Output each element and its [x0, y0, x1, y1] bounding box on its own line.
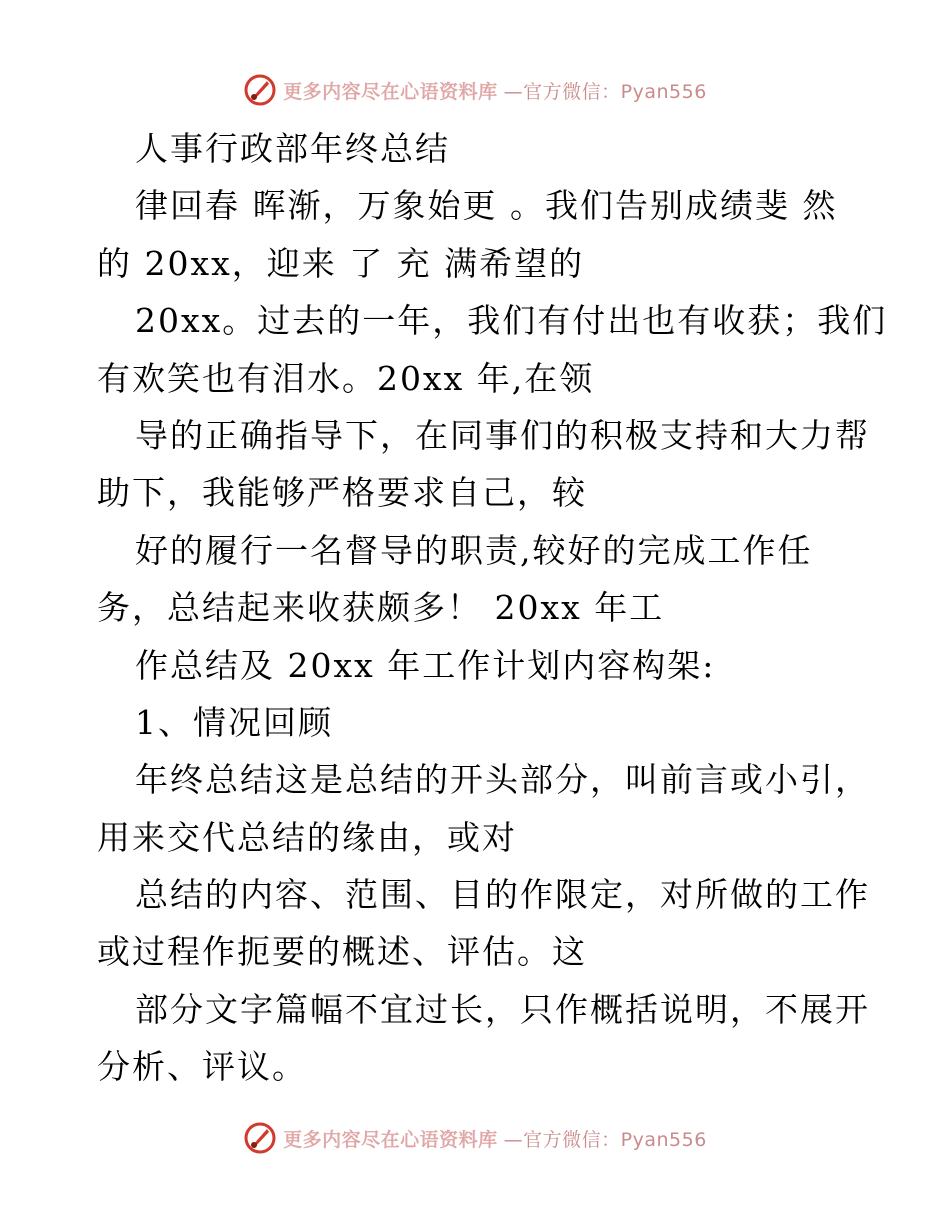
quill-logo-icon: [243, 73, 277, 107]
text-line: 或过程作扼要的概述、评估。这: [97, 932, 587, 972]
text-line: 部分文字篇幅不宜过长，只作概括说明，不展开: [135, 989, 870, 1029]
text-line: 分析、评议。: [97, 1047, 307, 1087]
text-line: 有欢笑也有泪水。20xx 年,在领: [97, 358, 595, 398]
text-line: 助下，我能够严格要求自己，较: [97, 473, 587, 513]
text-line: 用来交代总结的缘由，或对: [97, 817, 517, 857]
header-banner: [0, 70, 950, 110]
banner-wechat-text: —官方微信：Pyan556: [503, 1128, 707, 1151]
text-line: 务，总结起来收获颇多！ 20xx 年工: [97, 588, 665, 628]
text-line: 律回春 晖渐，万象始更 。我们告别成绩斐 然: [135, 186, 838, 226]
text-line: 好的履行一名督导的职责,较好的完成工作任: [135, 530, 813, 570]
quill-logo-icon: [243, 1121, 277, 1155]
text-line: 作总结及 20xx 年工作计划内容构架:: [135, 645, 716, 685]
section-heading: 1、情况回顾: [135, 702, 333, 742]
text-line: 年终总结这是总结的开头部分，叫前言或小引，: [135, 760, 870, 800]
footer-banner: [0, 1118, 950, 1158]
text-line: 总结的内容、范围、目的作限定，对所做的工作: [135, 875, 870, 915]
document-body: [97, 120, 888, 1096]
banner-wechat-text: —官方微信：Pyan556: [503, 80, 707, 103]
banner-main-text: 更多内容尽在心语资料库: [283, 1128, 498, 1151]
banner-main-text: 更多内容尽在心语资料库: [283, 80, 498, 103]
text-line: 20xx。过去的一年，我们有付出也有收获；我们: [135, 301, 888, 341]
document-title: 人事行政部年终总结: [135, 129, 450, 168]
text-line: 的 20xx，迎来 了 充 满希望的: [97, 243, 585, 283]
text-line: 导的正确指导下，在同事们的积极支持和大力帮: [135, 415, 870, 455]
